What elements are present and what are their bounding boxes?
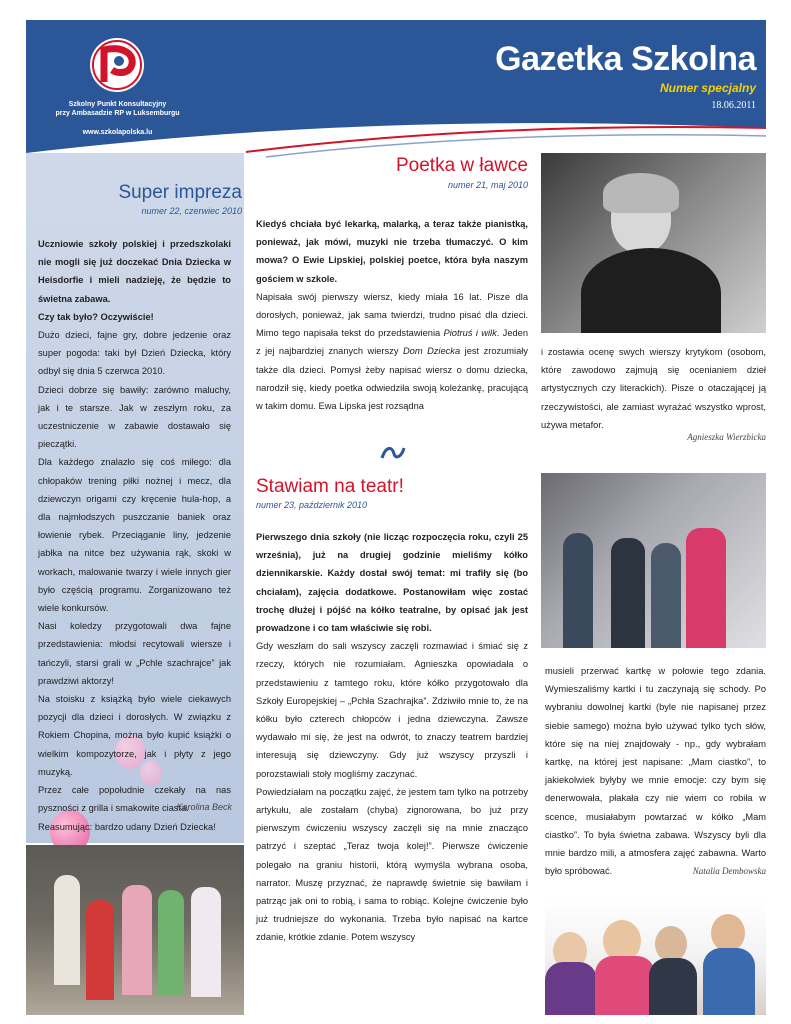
article1-lead: Uczniowie szkoły polskiej i przedszkolaki nie mogli się już doczekać Dnia Dziecka w Heisdorfie i mieli nadzieję, że będzie to świetna zabawa. xyxy=(38,239,231,304)
theatre-group-photo xyxy=(541,473,766,648)
organization-name xyxy=(40,100,195,118)
org-line-1: Szkolny Punkt Konsultacyjny xyxy=(68,101,167,108)
article3-continuation: musieli przerwać kartkę w połowie tego zdania. Wymieszaliśmy kartki i tu zaczynają się schody. Po wybraniu dowolnej kartki (byle nie napisanej przez siebie samego) można było używać tylko tych słów, które się na niej znajdowały - np., gdy wybrałam kartkę, na której jest napisane: „Mam ciastko”, to jakiekolwiek byłyby we mnie emocje: czy bym się denerwowała, płakała czy nie wiem co robiła w scence, musiałabym powtarzać w kółko „Mam ciastko”. To była świetna zabawa. Wszyscy byli dla mnie bardzo mili, a atmosfera zajęć zabawna. Warto było spróbować. xyxy=(545,666,766,877)
article2-lead: Kiedyś chciała być lekarką, malarką, a teraz także pianistką, ponieważ, jak mówi, muzyki nie trzeba tłumaczyć. O kim mowa? O Ewie Lipskiej, polskiej poetce, która była naszym gościem w szkole. xyxy=(256,219,528,284)
article2-author: Agnieszka Wierzbicka xyxy=(687,432,766,442)
article3-paragraph: Powiedziałam na początku zajęć, że jestem tam tylko na potrzeby artykułu, ale zostałam (chyba) zignorowana, bo już przy pierwszym ćwiczeniu wszyscy zaczęli się na mnie znacząco patrzyć i szeptać „Teraz twoja kolej!”. Pierwsze ćwiczenie polegało na graniu historii, którą wymyśla wybrana osoba, narrator. Muszę przyznać, że naprawdę świetnie się bawiłam i patrząc jak oni to robią, i sama to robiąc. Kolejne ćwiczenie było już trudniejsze do wykonania. Trzeba było napisać na kartce zdanie, krótkie zdanie. Potem wszyscy xyxy=(256,786,528,943)
article1-author: Karolina Beck xyxy=(176,802,232,812)
article1-paragraph: Dużo dzieci, fajne gry, dobre jedzenie oraz super pogoda: taki był Dzień Dziecka, który odbył się dnia 5 czerwca 2010. xyxy=(38,330,231,377)
school-logo xyxy=(90,38,144,92)
article1-paragraph: Reasumując: bardzo udany Dzień Dziecka! xyxy=(38,821,216,832)
quill-ornament-icon xyxy=(380,444,406,462)
article2-issue: numer 21, maj 2010 xyxy=(447,180,528,190)
issue-date: 18.06.2011 xyxy=(711,100,756,111)
logo-p-icon xyxy=(90,38,144,92)
poet-portrait-photo xyxy=(541,153,766,333)
article2-title: Poetka w ławce xyxy=(395,155,528,176)
article1-paragraph: Dzieci dobrze się bawiły: zarówno maluchy, jak i te starsze. Jak w zeszłym roku, za uczestniczenie w zabawie dostawało się pieczątki. xyxy=(38,384,231,450)
students-group-photo xyxy=(545,900,766,1015)
article2-continuation: i zostawia ocenę swych wierszy krytykom (osobom, które zawodowo zajmują się ocenianiem dzieł artystycznych czy literackich). Pisze o otaczającej ją rzeczywistości, ale zamiast wyrażać wszystko wprost, używa metafor. xyxy=(541,347,766,430)
article3-author: Natalia Dembowska xyxy=(692,866,766,876)
article3-title: Stawiam na teatr! xyxy=(256,476,404,497)
article2-body xyxy=(256,215,528,415)
newsletter-title: Gazetka Szkolna xyxy=(495,40,756,78)
article1-body xyxy=(38,235,231,836)
article1-issue: numer 22, czerwiec 2010 xyxy=(141,206,242,216)
org-line-2: przy Ambasadzie RP w Luksemburgu xyxy=(55,110,180,117)
article3-issue: numer 23, październik 2010 xyxy=(256,500,368,510)
article1-title: Super impreza xyxy=(118,182,242,203)
article2-paragraph: Napisała swój pierwszy wiersz, kiedy miała 16 lat. Pisze dla dorosłych, ponieważ, jak sama twierdzi, trudno pisać dla dzieci. Mimo tego napisała tekst do przedstawienia Piotruś i wilk. Jeden z jej najbardziej znanych wierszy Dom Dziecka jest zrozumiały także dla dzieci. Pomysł żeby napisać wiersz o domu dziecka, narodził się, kiedy poetka odwiedziła swoją koleżankę, pracującą w takim domu. Ewa Lipska jest rozsądna xyxy=(256,291,529,412)
article1-question: Czy tak było? Oczywiście! xyxy=(38,311,154,322)
article1-paragraph: Przez całe popołudnie czekały na nas pyszności z grilla i smakowite ciasta. xyxy=(38,785,231,814)
article3-paragraph: Gdy weszłam do sali wszyscy zaczęli rozmawiać i śmiać się z rzeczy, których nie rozumiałam. Agnieszka opowiadała o przedstawieniu z tamtego roku, które kółko przygotowało dla Szkoły Europejskiej – „Pchła Szachrajka”. Zdziwiło mnie to, że na kółku było czterech chłopców i jedna dziewczyna. Zawsze wydawało mi się, że jest na odwrót, to znaczy teatrem bardziej interesują się dziewczyny. Gdy już wszyscy przyszli i porozstawiali stoły mogliśmy zaczynać. xyxy=(256,641,528,779)
article1-paragraph: Nasi koledzy przygotowali dwa fajne przedstawienia: młodsi recytowali wiersze i tańczyli, starsi grali w „Pchle szachrajce” jak prawdziwi aktorzy! xyxy=(38,621,231,686)
article1-paragraph: Dla każdego znalazło się coś miłego: dla chłopaków trening piłki nożnej i mecz, dla dziewczyn origami czy kręcenie hula-hop, a dla najmłodszych puszczanie baniek oraz łowienie rybek. Przeciąganie liny, jedzenie jabłka na nitce bez używania rąk, skoki w workach, malowanie twarzy i wiele innych gier było częścią programu. Zorganizowano też wiele konkursów. xyxy=(38,457,231,614)
school-url[interactable]: www.szkolapolska.lu xyxy=(82,129,153,136)
article1-paragraph: Na stoisku z książką było wiele ciekawych pozycji dla dzieci i dorosłych. W związku z Rokiem Chopina, można było kupić książki o wielkim kompozytorze, jak i płyty z jego muzyką. xyxy=(38,694,231,777)
article3-lead: Pierwszego dnia szkoły (nie licząc rozpoczęcia roku, czyli 25 września), już na drugiej godzinie mieliśmy kółko dziennikarskie. Każdy dostał swój temat: mi trafiły się (bo chciałam), zajęcia dodatkowe. Postanowiłam więc zostać trochę dłużej i pójść na kółko teatralne, by opisać jak jest prowadzone i co tam właściwie się robi. xyxy=(256,532,528,634)
newsletter-subtitle: Numer specjalny xyxy=(659,81,756,95)
children-performance-photo xyxy=(26,845,244,1015)
article3-body xyxy=(256,528,528,947)
